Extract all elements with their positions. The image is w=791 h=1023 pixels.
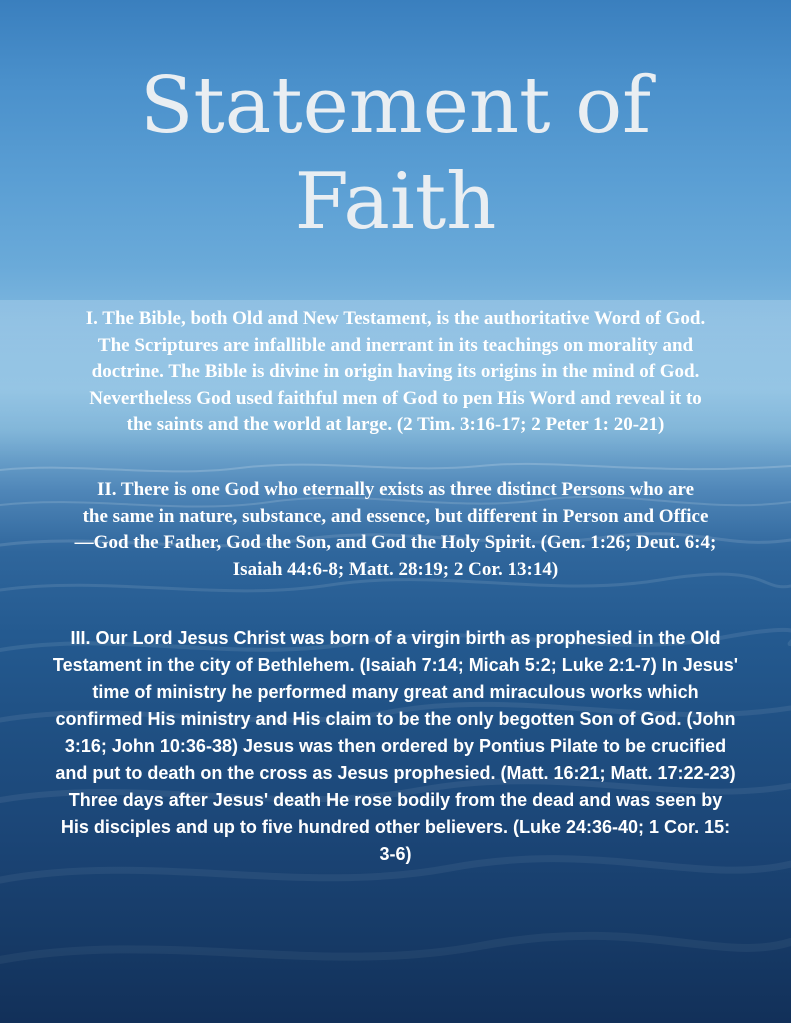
title-line-2: Faith bbox=[294, 157, 497, 247]
statement-section-2: II. There is one God who eternally exists as three distinct Persons who are the same in nature, substance, and essence, but different in Person and Office —God the Father, God the Son, and God the Holy Spirit. (Gen. 1:26; Deut. 6:4; Isaiah 44:6-8; Matt. 28:19; 2 Cor. 13:14) bbox=[74, 479, 717, 580]
page-title bbox=[0, 58, 791, 250]
statement-section-1: I. The Bible, both Old and New Testament, is the authoritative Word of God. The Scriptures are infallible and inerrant in its teachings on morality and doctrine. The Bible is divine in origin having its origins in the mind of God. Nevertheless God used faithful men of God to pen His Word and reveal it to the saints and the world at large. (2 Tim. 3:16-17; 2 Peter 1: 20-21) bbox=[85, 308, 706, 435]
statement-section-3: III. Our Lord Jesus Christ was born of a virgin birth as prophesied in the Old Testament in the city of Bethlehem. (Isaiah 7:14; Micah 5:2; Luke 2:1-7) In Jesus' time of ministry he performed many great and miraculous works which confirmed His ministry and His claim to be the only begotten Son of God. (John 3:16; John 10:36-38) Jesus was then ordered by Pontius Pilate to be crucified and put to death on the cross as Jesus prophesied. (Matt. 16:21; Matt. 17:22-23) Three days after Jesus' death He rose bodily from the dead and was seen by His disciples and up to five hundred other believers. (Luke 24:36-40; 1 Cor. 15: 3-6) bbox=[52, 628, 739, 864]
title-line-1: Statement of bbox=[139, 61, 652, 151]
